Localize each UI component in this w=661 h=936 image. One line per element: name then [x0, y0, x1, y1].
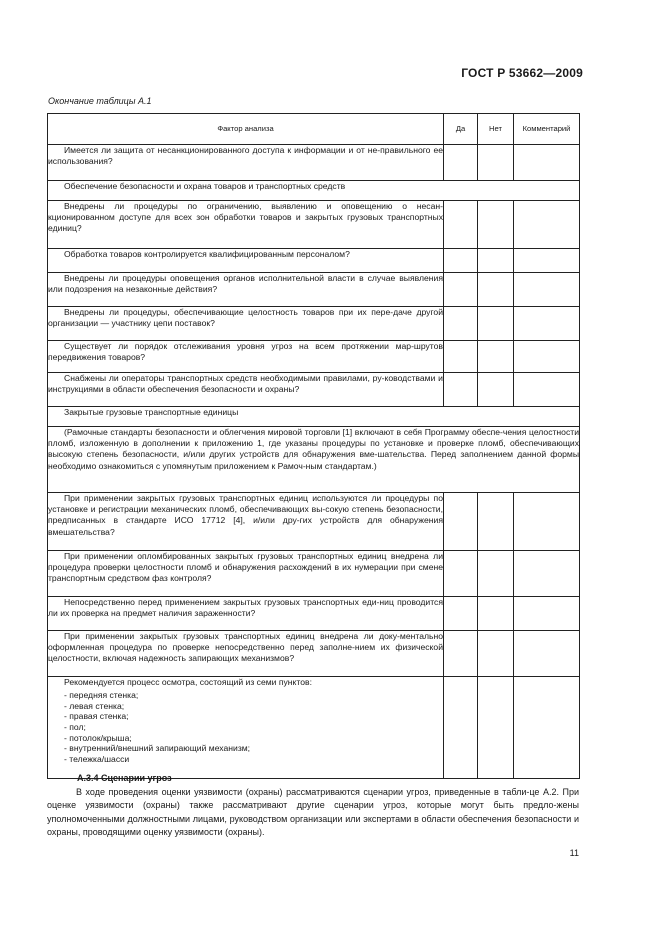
table-row: [48, 551, 580, 597]
no-cell: [478, 249, 514, 273]
checklist-item: - правая стенка;: [64, 711, 129, 722]
no-cell: [478, 341, 514, 373]
factor-text: Внедрены ли процедуры, обеспечивающие целостность товаров при их пере-даче другой организации — участнику цепи поставок?: [48, 307, 443, 329]
comment-cell: [514, 631, 580, 677]
factor-cell: [48, 551, 444, 597]
standard-code: ГОСТ Р 53662—2009: [461, 66, 583, 80]
checklist-cell: [48, 677, 444, 779]
section-cell: [48, 181, 580, 201]
column-header-yes: Да: [444, 114, 478, 145]
factor-cell: [48, 307, 444, 341]
factor-cell: [48, 631, 444, 677]
yes-cell: [444, 273, 478, 307]
factor-text: При применении опломбированных закрытых грузовых транспортных единиц внедрена ли процедура проверки целостности пломб и обнаружения расхождений в их нумерации при смене транспортным средством фаз контроля?: [48, 551, 443, 584]
comment-cell: [514, 307, 580, 341]
no-cell: [478, 551, 514, 597]
table-row: [48, 307, 580, 341]
factor-text: Внедрены ли процедуры по ограничению, выявлению и оповещению о несан-кционированном доступе для всех зон обработки товаров и закрытых грузовых транспортных единиц?: [48, 201, 443, 234]
table-header-row: [48, 114, 580, 145]
yes-cell: [444, 631, 478, 677]
no-cell: [478, 201, 514, 249]
checklist-item: - потолок/крыша;: [64, 732, 132, 743]
comment-cell: [514, 201, 580, 249]
factor-text: Обработка товаров контролируется квалифицированным персоналом?: [64, 249, 350, 259]
factor-text: При применении закрытых грузовых транспортных единиц используются ли процедуры по установке и регистрации механических пломб, обеспечивающих вы-сокую степень безопасности, предписанных в стандарте ИСО 17712 [4], и/или дру-гих устройств для обнаружения вмешательства?: [48, 493, 443, 537]
factor-text: Снабжены ли операторы транспортных средств необходимыми правилами, ру-ководствами и инструкциями в области обеспечения безопасности и охраны?: [48, 373, 443, 395]
comment-cell: [514, 145, 580, 181]
section-text: Закрытые грузовые транспортные единицы: [64, 407, 239, 417]
checklist: [48, 690, 443, 764]
factor-text: Внедрены ли процедуры оповещения органов исполнительной власти в случае выявления или подозрения на незаконные действия?: [48, 273, 443, 295]
factor-text: Непосредственно перед применением закрытых грузовых транспортных еди-ниц проводится ли их проверка на предмет наличия зараженности?: [48, 597, 443, 619]
no-cell: [478, 631, 514, 677]
page-number: 11: [569, 848, 579, 858]
checklist-item: - тележка/шасси: [64, 753, 130, 764]
section-text: Обеспечение безопасности и охрана товаров и транспортных средств: [64, 181, 346, 191]
comment-cell: [514, 493, 580, 551]
comment-cell: [514, 249, 580, 273]
table-section-row: [48, 407, 580, 427]
no-cell: [478, 273, 514, 307]
table-row: [48, 145, 580, 181]
table-row: [48, 373, 580, 407]
checklist-item: - передняя стенка;: [64, 690, 139, 701]
yes-cell: [444, 145, 478, 181]
table-row: [48, 249, 580, 273]
no-cell: [478, 597, 514, 631]
yes-cell: [444, 677, 478, 779]
section-title: А.3.4 Сценарии угроз: [77, 773, 172, 783]
factor-text: Существует ли порядок отслеживания уровня угроз на всем протяжении мар-шрутов передвижения товаров?: [48, 341, 443, 363]
yes-cell: [444, 551, 478, 597]
column-header-no: Нет: [478, 114, 514, 145]
note-cell: [48, 427, 580, 493]
no-cell: [478, 373, 514, 407]
table-row: [48, 341, 580, 373]
yes-cell: [444, 307, 478, 341]
column-header-factor: Фактор анализа: [48, 114, 444, 145]
factor-cell: [48, 373, 444, 407]
yes-cell: [444, 201, 478, 249]
checklist-intro: Рекомендуется процесс осмотра, состоящий из семи пунктов:: [64, 677, 312, 687]
no-cell: [478, 493, 514, 551]
table-section-row: [48, 181, 580, 201]
comment-cell: [514, 551, 580, 597]
table-row: [48, 493, 580, 551]
table-row: [48, 273, 580, 307]
section-cell: [48, 407, 580, 427]
table-row: [48, 631, 580, 677]
yes-cell: [444, 597, 478, 631]
factor-cell: [48, 249, 444, 273]
table-note-row: [48, 427, 580, 493]
yes-cell: [444, 341, 478, 373]
table-caption: Окончание таблицы А.1: [48, 96, 152, 106]
section-paragraph: В ходе проведения оценки уязвимости (охраны) рассматриваются сценарии угроз, приведенные в табли-це А.2. При оценке уязвимости (охраны) также рассматривают другие сценарии угроз, которые могут быть предло-жены уполномоченными должностными лицами, руководством организации или экспертами в области обеспечения безопасности и охраны, проводящими оценку уязвимости (охраны).: [47, 787, 579, 838]
factor-cell: [48, 273, 444, 307]
factor-cell: [48, 341, 444, 373]
comment-cell: [514, 273, 580, 307]
no-cell: [478, 145, 514, 181]
checklist-item: - внутренний/внешний запирающий механизм;: [64, 743, 251, 754]
table-row: [48, 597, 580, 631]
analysis-table: [47, 113, 580, 779]
factor-cell: [48, 493, 444, 551]
column-header-comment: Комментарий: [514, 114, 580, 145]
factor-text: При применении закрытых грузовых транспортных единиц внедрена ли доку-ментально оформленная процедура по проверке непосредственно перед заполне-нием их физической целостности, включая надежность запирающих механизмов?: [48, 631, 443, 664]
table-row: [48, 677, 580, 779]
yes-cell: [444, 493, 478, 551]
checklist-item: - левая стенка;: [64, 700, 125, 711]
no-cell: [478, 677, 514, 779]
factor-cell: [48, 145, 444, 181]
table-row: [48, 201, 580, 249]
note-text: (Рамочные стандарты безопасности и облегчения мировой торговли [1] включают в себя Программу обеспе-чения целостности пломб, изложенную в дополнении к приложению 1, где указаны процедуры по установке и проверке пломб, обеспечивающих высокую степень безопасности, и/или других устройств для обнаружения вме-шательства. Перед заполнением данной формы необходимо ознакомиться с упомянутым приложением к Рамоч-ным стандартам.): [48, 427, 579, 471]
no-cell: [478, 307, 514, 341]
comment-cell: [514, 373, 580, 407]
comment-cell: [514, 597, 580, 631]
checklist-item: - пол;: [64, 721, 86, 732]
yes-cell: [444, 249, 478, 273]
factor-text: Имеется ли защита от несанкционированного доступа к информации и от не-правильного ее использования?: [48, 145, 443, 167]
factor-cell: [48, 597, 444, 631]
comment-cell: [514, 341, 580, 373]
yes-cell: [444, 373, 478, 407]
comment-cell: [514, 677, 580, 779]
factor-cell: [48, 201, 444, 249]
